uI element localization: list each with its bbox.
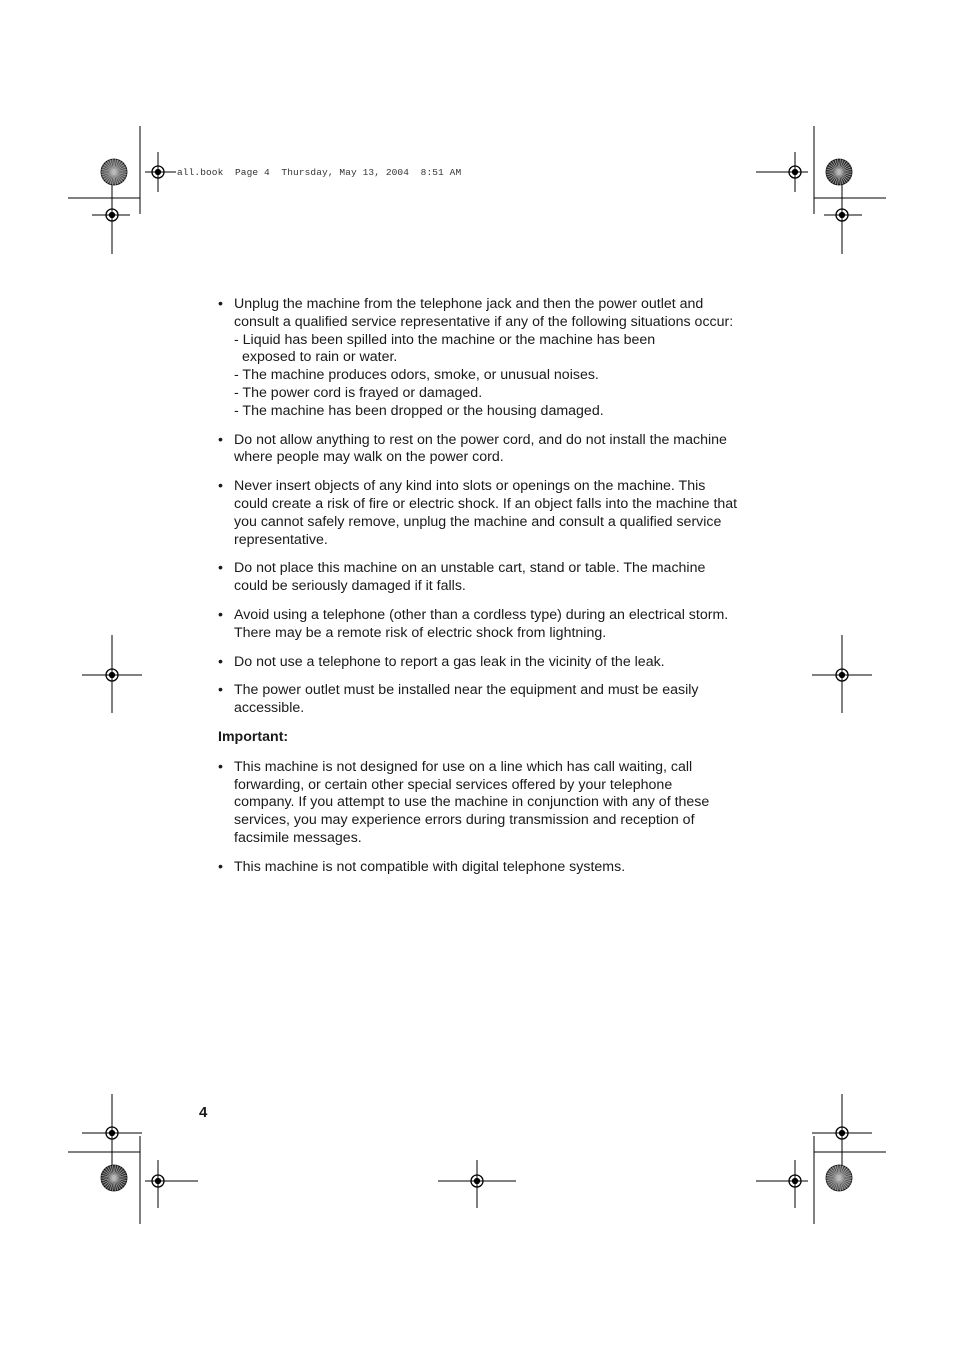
- bullet: •: [218, 858, 223, 875]
- item-text-line: The power outlet must be installed near the equipment and must be easily: [234, 682, 699, 699]
- list-item: [218, 654, 742, 672]
- item-text-line: Avoid using a telephone (other than a cordless type) during an electrical storm.: [234, 606, 729, 623]
- list-item: [218, 607, 742, 643]
- bullet: •: [218, 478, 223, 495]
- sub-item: - Liquid has been spilled into the machine or the machine has been: [234, 331, 656, 348]
- sub-item: - The machine has been dropped or the housing damaged.: [234, 402, 604, 419]
- bullet: •: [218, 296, 223, 312]
- item-text-line: Do not place this machine on an unstable cart, stand or table. The machine: [234, 560, 706, 577]
- item-text-line: could be seriously damaged if it falls.: [234, 578, 466, 595]
- important-heading: Important:: [218, 728, 289, 745]
- item-text-line: There may be a remote risk of electric shock from lightning.: [234, 624, 607, 641]
- list-item: [218, 682, 742, 718]
- item-text-line: company. If you attempt to use the machine in conjunction with any of these: [234, 794, 710, 811]
- sub-item: - The power cord is frayed or damaged.: [234, 384, 483, 401]
- list-item: [218, 859, 742, 877]
- item-text-line: could create a risk of fire or electric shock. If an object falls into the machine that: [234, 495, 738, 512]
- bullet: •: [218, 682, 223, 699]
- item-text-line: where people may walk on the power cord.: [234, 449, 504, 466]
- list-item: [218, 432, 742, 468]
- bullet: •: [218, 431, 223, 448]
- bullet: •: [218, 560, 223, 577]
- sub-item-continuation: exposed to rain or water.: [242, 349, 398, 366]
- sub-item: - The machine produces odors, smoke, or unusual noises.: [234, 367, 599, 384]
- print-slug: all.book Page 4 Thursday, May 13, 2004 8:51 AM: [177, 167, 462, 178]
- item-text-line: This machine is not compatible with digital telephone systems.: [234, 858, 626, 875]
- list-item: [218, 560, 742, 596]
- item-text-line: Do not allow anything to rest on the power cord, and do not install the machine: [234, 431, 727, 448]
- item-text-line: representative.: [234, 531, 328, 548]
- item-text-line: accessible.: [234, 700, 305, 717]
- list-item: [218, 296, 742, 421]
- item-text-line: forwarding, or certain other special services offered by your telephone: [234, 776, 673, 793]
- star-target-icon: [826, 1165, 852, 1191]
- star-target-icon: [826, 159, 852, 185]
- list-item: [218, 478, 742, 549]
- item-text-line: consult a qualified service representative if any of the following situations occur:: [234, 313, 734, 330]
- list-item: [218, 759, 742, 848]
- star-target-icon: [101, 159, 127, 185]
- item-text-line: facsimile messages.: [234, 829, 362, 846]
- safety-content: [218, 296, 742, 888]
- bullet: •: [218, 653, 223, 670]
- item-text-line: services, you may experience errors during transmission and reception of: [234, 812, 695, 829]
- important-list: [218, 759, 742, 877]
- item-text-line: Unplug the machine from the telephone jack and then the power outlet and: [234, 296, 704, 312]
- star-target-icon: [101, 1165, 127, 1191]
- bullet: •: [218, 606, 223, 623]
- item-text-line: This machine is not designed for use on a line which has call waiting, call: [234, 758, 693, 775]
- safety-list: [218, 296, 742, 718]
- item-text-line: Never insert objects of any kind into slots or openings on the machine. This: [234, 478, 706, 495]
- item-text-line: you cannot safely remove, unplug the machine and consult a qualified service: [234, 513, 722, 530]
- page-number: 4: [199, 1104, 208, 1121]
- bullet: •: [218, 758, 223, 775]
- item-text-line: Do not use a telephone to report a gas leak in the vicinity of the leak.: [234, 653, 665, 670]
